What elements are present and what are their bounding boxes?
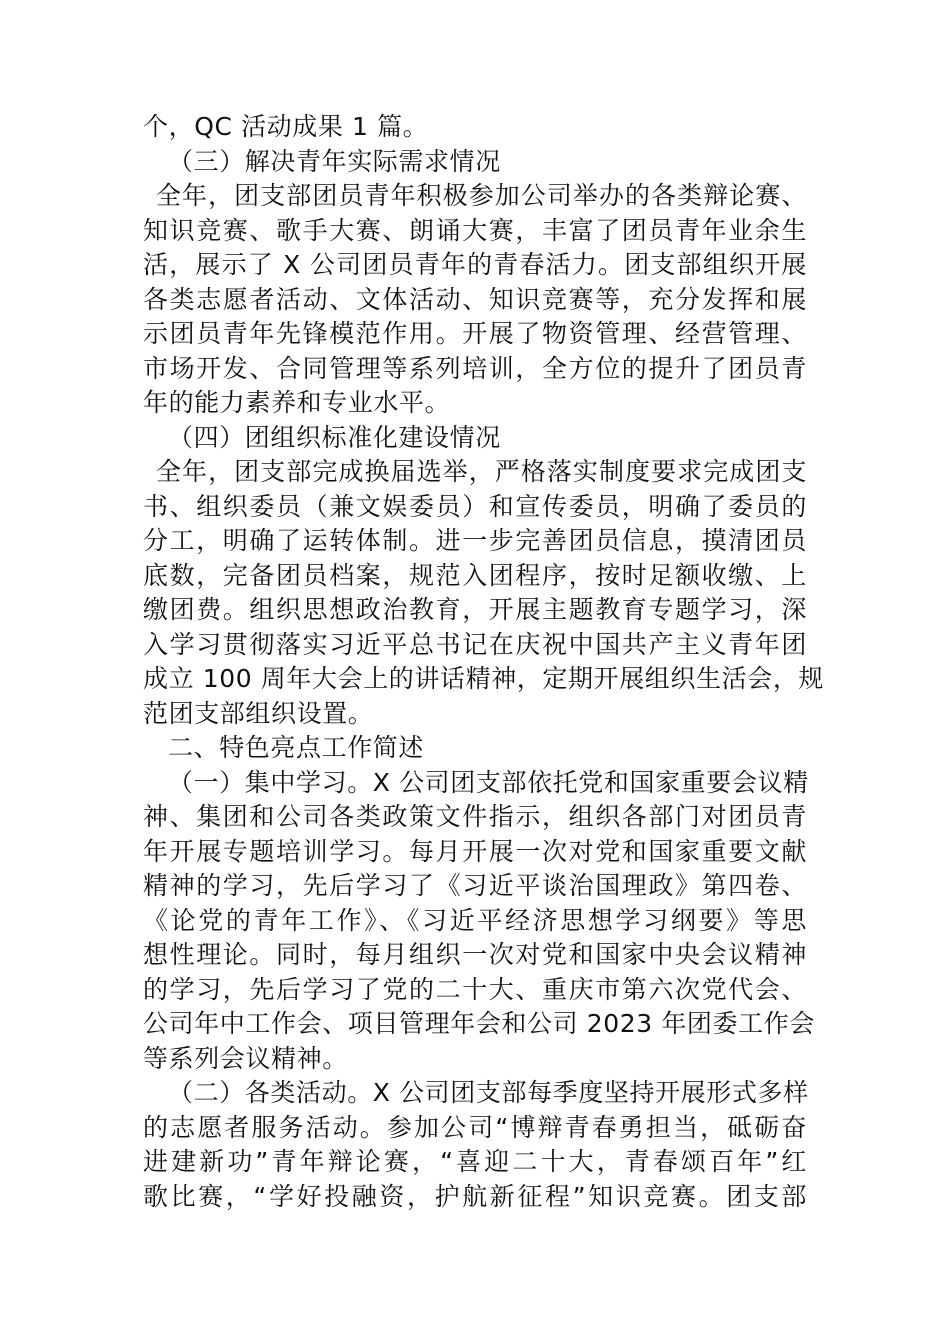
text-line: 想性理论。同时，每月组织一次对党和国家中央会议精神: [143, 940, 807, 969]
text-line: 进建新功”青年辩论赛，“喜迎二十大，青春颂百年”红: [143, 1147, 807, 1176]
text-line: 的学习，先后学习了党的二十大、重庆市第六次党代会、: [143, 974, 807, 1004]
text-line: 书、组织委员（兼文娱委员）和宣传委员，明确了委员的: [143, 491, 807, 521]
text-line: 入学习贯彻落实习近平总书记在庆祝中国共产主义青年团: [143, 629, 807, 659]
text-line: 分工，明确了运转体制。进一步完善团员信息，摸清团员: [143, 526, 807, 555]
text-line: 市场开发、合同管理等系列培训，全方位的提升了团员青: [143, 353, 807, 383]
text-line: 各类志愿者活动、文体活动、知识竞赛等，充分发挥和展: [143, 284, 807, 314]
text-line: （二）各类活动。X 公司团支部每季度坚持开展形式多样: [168, 1078, 809, 1107]
text-line: 的志愿者服务活动。参加公司“博辩青春勇担当，砥砺奋: [143, 1112, 807, 1142]
text-line: 知识竞赛、歌手大赛、朗诵大赛，丰富了团员青年业余生: [143, 215, 807, 245]
text-line: 等系列会议精神。: [143, 1043, 348, 1073]
text-line: 神、集团和公司各类政策文件指示，组织各部门对团员青: [143, 802, 807, 831]
text-line: 活，展示了 X 公司团员青年的青春活力。团支部组织开展: [143, 250, 807, 279]
text-line: 成立 100 周年大会上的讲话精神，定期开展组织生活会，规: [143, 664, 825, 693]
text-line: （四）团组织标准化建设情况: [168, 422, 501, 452]
text-line: 年的能力素养和专业水平。: [143, 388, 451, 417]
text-line: 《论党的青年工作》、《习近平经济思想学习纲要》等思: [143, 905, 807, 935]
text-line: 底数，完备团员档案，规范入团程序，按时足额收缴、上: [143, 560, 807, 590]
text-line: 示团员青年先锋模范作用。开展了物资管理、经营管理、: [143, 319, 807, 348]
text-line: 歌比赛，“学好投融资，护航新征程”知识竞赛。团支部: [143, 1181, 807, 1211]
text-line: 个，QC 活动成果 1 篇。: [143, 112, 429, 141]
text-line: 二、特色亮点工作简述: [168, 733, 425, 762]
text-line: 精神的学习，先后学习了《习近平谈治国理政》第四卷、: [143, 871, 807, 900]
text-line: （三）解决青年实际需求情况: [168, 146, 501, 176]
text-line: 公司年中工作会、项目管理年会和公司 2023 年团委工作会: [143, 1009, 815, 1038]
document-page: [143, 110, 825, 1214]
text-line: 缴团费。组织思想政治教育，开展主题教育专题学习，深: [143, 595, 807, 624]
text-line: 范团支部组织设置。: [143, 698, 374, 728]
text-line: 全年，团支部完成换届选举，严格落实制度要求完成团支: [156, 457, 807, 486]
text-line: 全年，团支部团员青年积极参加公司举办的各类辩论赛、: [156, 181, 807, 210]
text-line: （一）集中学习。X 公司团支部依托党和国家重要会议精: [168, 767, 809, 797]
text-line: 年开展专题培训学习。每月开展一次对党和国家重要文献: [143, 836, 807, 866]
